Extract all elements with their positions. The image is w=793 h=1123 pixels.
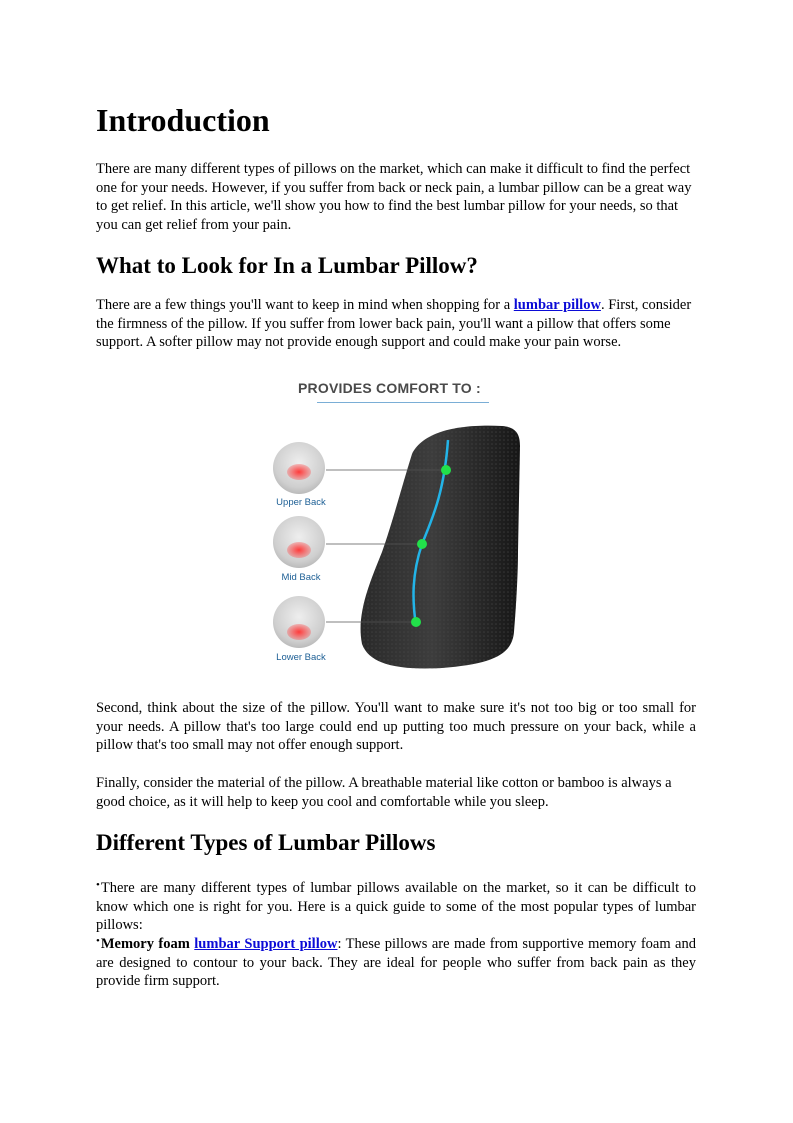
mid-back-label: Mid Back xyxy=(281,572,321,583)
section-heading-look-for: What to Look for In a Lumbar Pillow? xyxy=(96,253,478,278)
upper-back-image xyxy=(273,442,325,494)
comfort-figure xyxy=(262,374,542,684)
types-item-2-text: : These pillows are made from supportive memory foam and are designed to contour to your back. They are ideal for people who suffer from back pain as they provide firm support. xyxy=(96,936,696,989)
bullet-icon: • xyxy=(96,935,100,947)
section-heading-types: Different Types of Lumbar Pillows xyxy=(96,830,436,855)
look-for-paragraph-2: Second, think about the size of the pillow. You'll want to make sure it's not too big or too small for your needs. A pillow that's too large could end up putting too much pressure on your back, while a pillow that's too small may not offer enough support. xyxy=(96,700,696,753)
look-for-paragraph-1 xyxy=(96,296,696,352)
list-item xyxy=(96,932,696,991)
mid-back-dot xyxy=(417,539,427,549)
lumbar-support-pillow-link[interactable]: lumbar Support pillow xyxy=(194,936,338,952)
types-item-1-text: There are many different types of lumbar pillows available on the market, so it can be difficult to know which one is right for you. Here is a quick guide to some of the most popular types of lumbar pillows: xyxy=(96,880,696,933)
lower-back-label: Lower Back xyxy=(276,652,326,663)
list-item xyxy=(96,876,696,935)
lower-back-image xyxy=(273,596,325,648)
figure-title: PROVIDES COMFORT TO : xyxy=(298,380,481,396)
page-title: Introduction xyxy=(96,102,270,138)
intro-paragraph: There are many different types of pillows on the market, which can make it difficult to find the perfect one for your needs. However, if you suffer from back or neck pain, a lumbar pillow can be a great way to get relief. In this article, we'll show you how to find the best lumbar pillow for your needs, so that you can get relief from your pain. xyxy=(96,161,692,233)
bullet-icon: • xyxy=(96,879,100,891)
mid-back-image xyxy=(273,516,325,568)
lower-back-dot xyxy=(411,617,421,627)
look-for-paragraph-3: Finally, consider the material of the pillow. A breathable material like cotton or bamboo is always a good choice, as it will help to keep you cool and comfortable while you sleep. xyxy=(96,775,672,810)
p1-text-after: . First, consider the firmness of the pillow. If you suffer from lower back pain, you'll want a pillow that offers some support. A softer pillow may not provide enough support and could make your pain worse. xyxy=(96,297,692,350)
upper-back-dot xyxy=(441,465,451,475)
lumbar-pillow-link[interactable]: lumbar pillow xyxy=(513,297,601,313)
upper-back-label: Upper Back xyxy=(276,497,326,508)
p1-text-before: There are a few things you'll want to keep in mind when shopping for a xyxy=(96,297,514,313)
types-item-2-bold: Memory foam xyxy=(100,936,190,952)
